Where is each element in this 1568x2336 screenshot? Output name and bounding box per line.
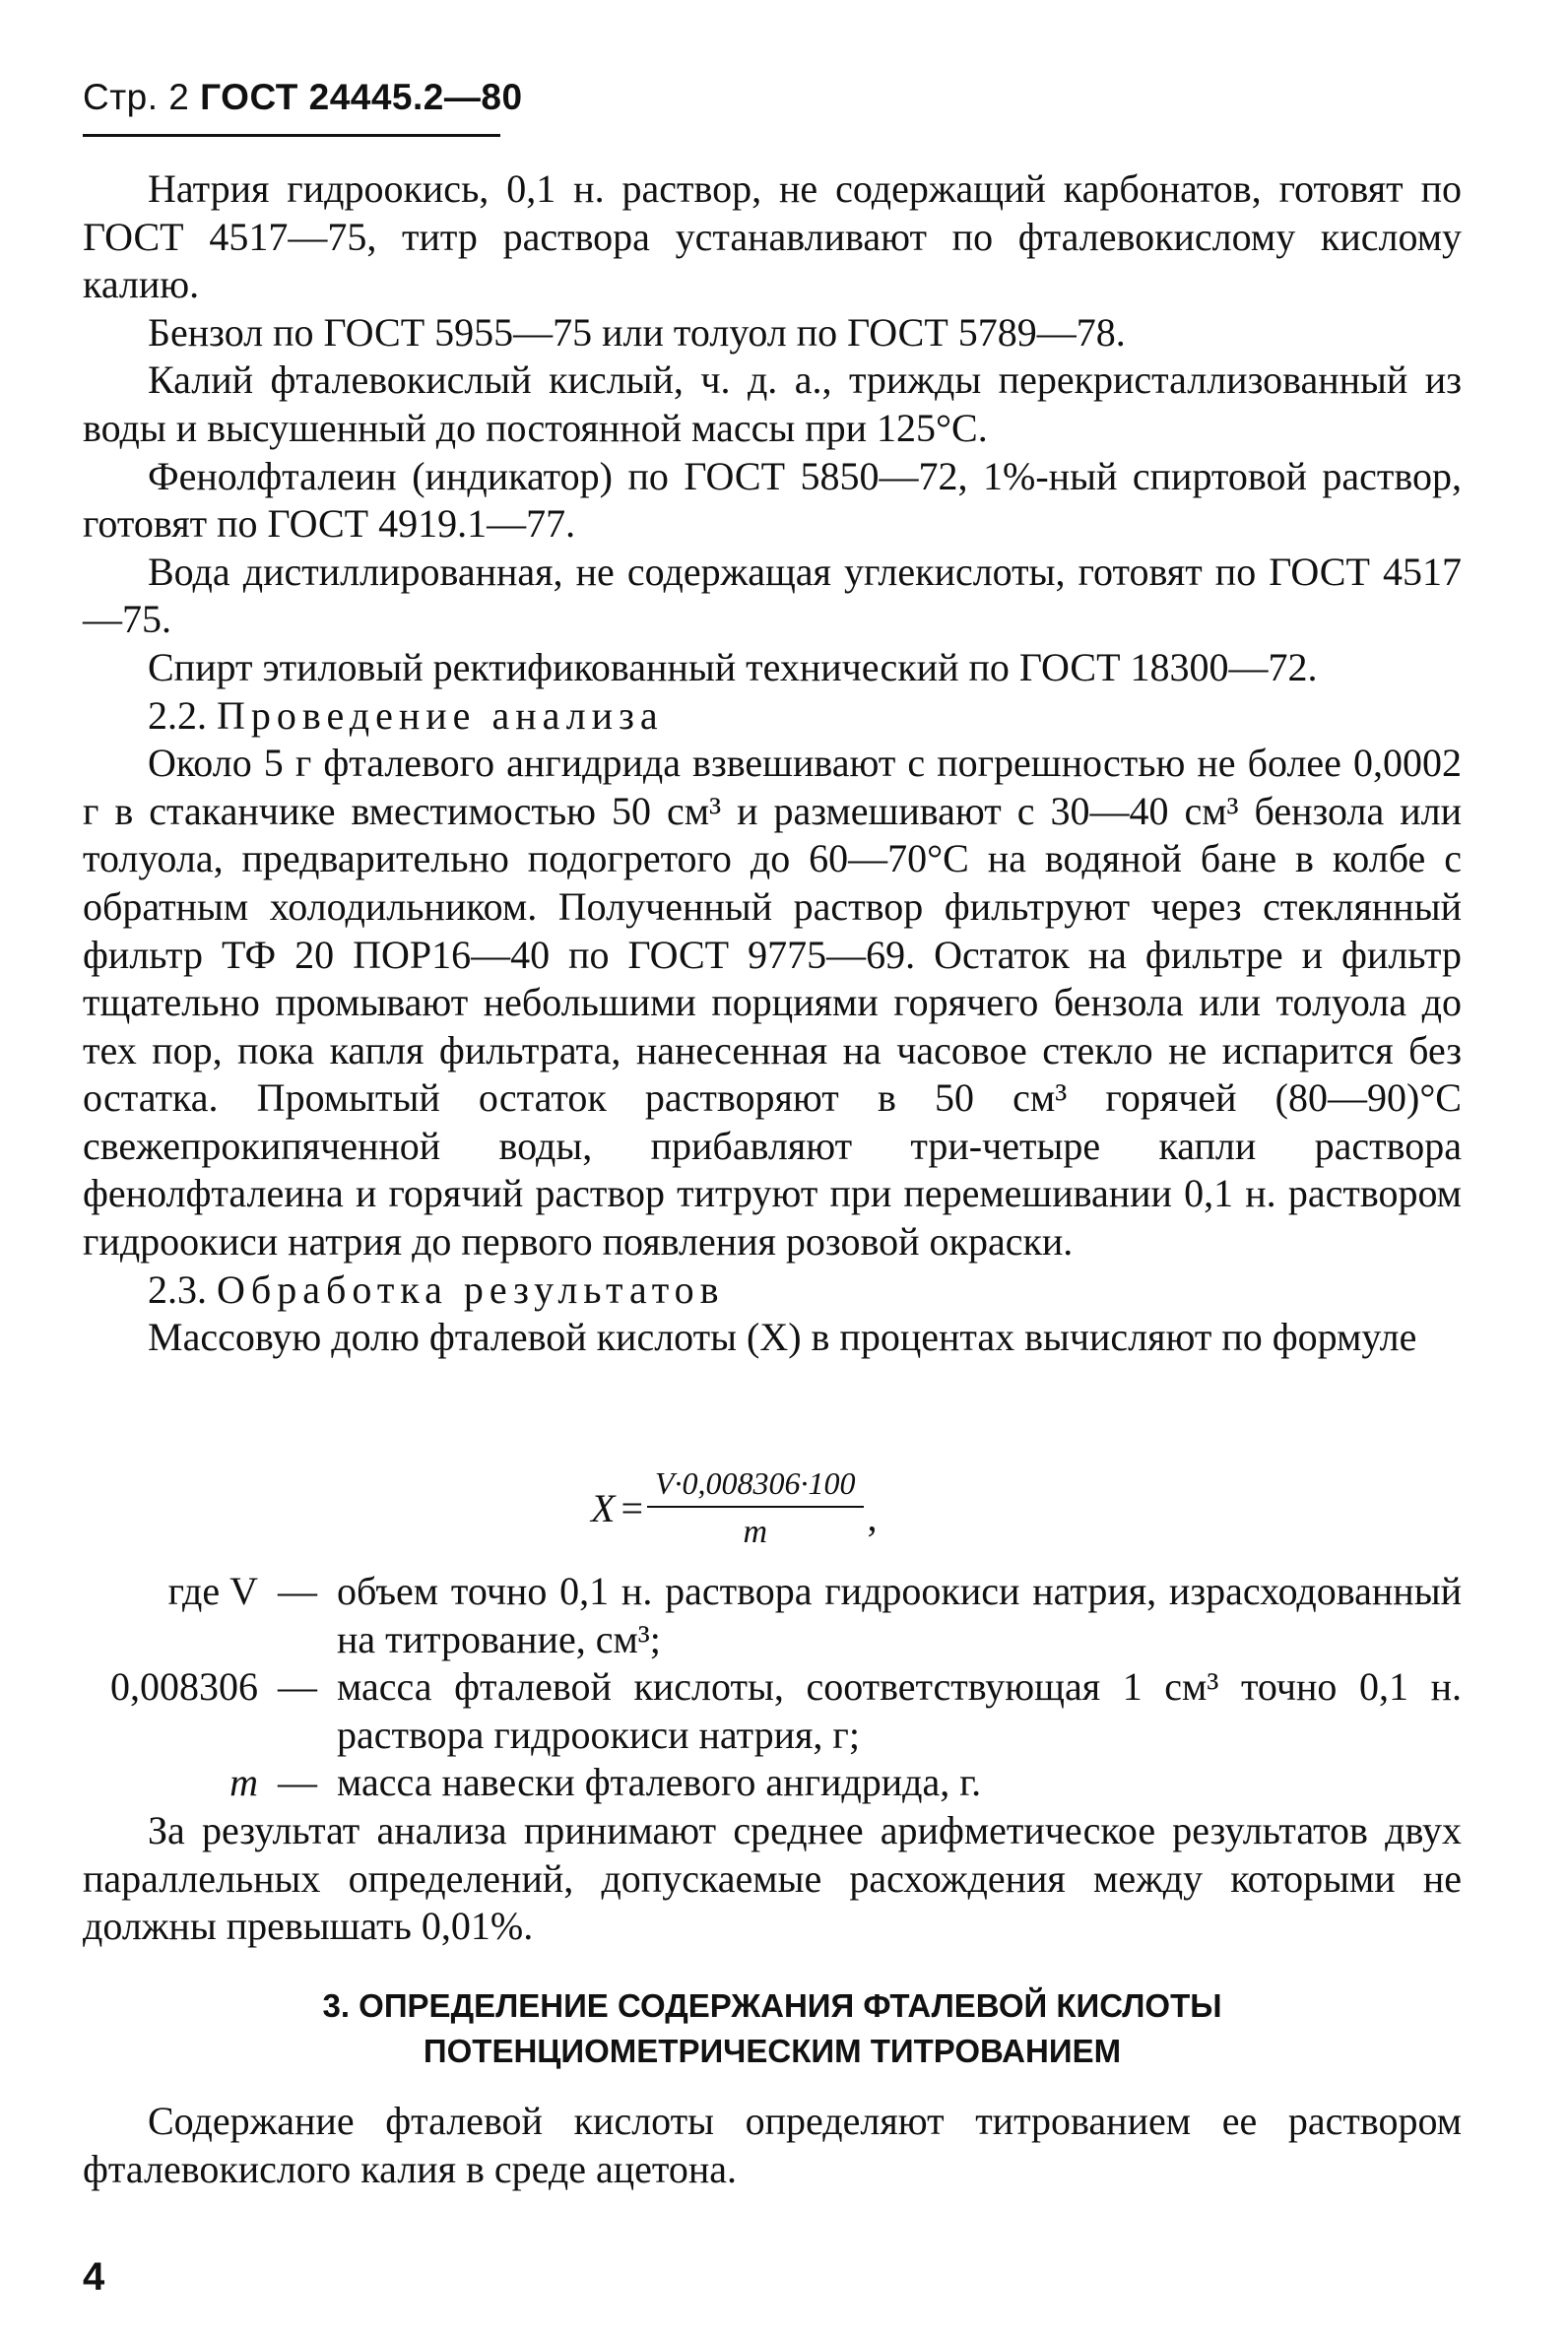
section-3-title-line2: ПОТЕНЦИОМЕТРИЧЕСКИМ ТИТРОВАНИЕМ <box>423 2033 1122 2069</box>
legend-row <box>83 1759 1462 1807</box>
legend-symbol: 0,008306 <box>110 1664 258 1710</box>
formula-numerator: V·0,008306·100 <box>647 1465 864 1508</box>
formula <box>591 1465 878 1551</box>
subsection-2-2-number: 2.2. <box>148 692 207 738</box>
header-rule <box>83 134 500 137</box>
legend-row <box>83 1663 1462 1759</box>
formula-equals: = <box>621 1486 643 1530</box>
paragraph-distilled-water: Вода дистиллированная, не содержащая углекислоты, готовят по ГОСТ 4517—75. <box>83 549 1462 642</box>
legend-row <box>83 1568 1462 1663</box>
subsection-2-3-number: 2.3. <box>148 1266 207 1312</box>
section-3-title <box>83 1983 1462 2074</box>
legend-dash: — <box>278 1760 317 1805</box>
paragraph-potassium-phthalate: Калий фталевокислый кислый, ч. д. а., трижды перекристаллизованный из воды и высушенный до постоянной массы при 125°С. <box>83 357 1462 450</box>
formula-trailing-comma: , <box>867 1495 878 1539</box>
legend-symbol: m <box>229 1760 258 1805</box>
legend-description: масса фталевой кислоты, соответствующая 1 см³ точно 0,1 н. раствора гидроокиси натрия, г; <box>337 1664 1462 1757</box>
section-3-text: Содержание фталевой кислоты определяют титрованием ее раствором фталевокислого калия в среде ацетона. <box>83 2099 1462 2191</box>
formula-denominator: m <box>743 1514 768 1550</box>
page-header <box>83 77 523 118</box>
subsection-2-2-text: Около 5 г фталевого ангидрида взвешивают с погрешностью не более 0,0002 г в стаканчике вместимостью 50 см³ и размешивают с 30—40 см³ бензола или толуола, предварительно подогретого до 60—70°С на водяной бане в колбе с обратным холодильником. Полученный раствор фильтруют через стеклянный фильтр ТФ 20 ПОР16—40 по ГОСТ 9775—69. Остаток на фильтре и фильтр тщательно промывают небольшими порциями горячего бензола или толуола до тех пор, пока капля фильтрата, нанесенная на часовое стекло не испарится без остатка. Промытый остаток растворяют в 50 см³ горячей (80—90)°С свежепрокипяченной воды, прибавляют три-четыре капли раствора фенолфталеина и горячий раствор титруют при перемешивании 0,1 н. раствором гидроокиси натрия до первого появления розовой окраски. <box>83 741 1462 1265</box>
section-3-body <box>83 2098 1462 2193</box>
subsection-2-2-title: Проведение анализа <box>217 692 664 738</box>
paragraph-benzene: Бензол по ГОСТ 5955—75 или толуол по ГОСТ 5789—78. <box>148 309 1126 355</box>
subsection-2-3-heading <box>83 1266 1462 1315</box>
paragraph-phenolphthalein: Фенолфталеин (индикатор) по ГОСТ 5850—72, 1%-ный спиртовой раствор, готовят по ГОСТ 4919.1—77. <box>83 453 1462 547</box>
legend-symbol: где V <box>167 1569 258 1613</box>
paragraph-sodium-hydroxide: Натрия гидроокись, 0,1 н. раствор, не содержащий карбонатов, готовят по ГОСТ 4517—75, титр раствора устанавливают по фталевокислому кислому калию. <box>83 166 1462 307</box>
section-3-title-line1: 3. ОПРЕДЕЛЕНИЕ СОДЕРЖАНИЯ ФТАЛЕВОЙ КИСЛОТЫ <box>322 1987 1222 2024</box>
subsection-2-2-heading <box>83 692 1462 741</box>
paragraph-ethyl-alcohol: Спирт этиловый ректификованный технический по ГОСТ 18300—72. <box>148 644 1318 689</box>
formula-fraction <box>647 1465 864 1551</box>
header-standard: ГОСТ 24445.2—80 <box>200 77 523 117</box>
body-text <box>83 165 1462 1362</box>
formula-legend <box>83 1568 1462 1951</box>
result-paragraph: За результат анализа принимают среднее арифметическое результатов двух параллельных определений, допускаемые расхождения между которыми не должны превышать 0,01%. <box>83 1807 1462 1949</box>
header-prefix: Стр. 2 <box>83 77 190 117</box>
formula-lhs: X <box>591 1486 616 1530</box>
legend-dash: — <box>278 1664 317 1710</box>
subsection-2-3-title: Обработка результатов <box>217 1266 725 1312</box>
legend-description: объем точно 0,1 н. раствора гидроокиси натрия, израсходованный на титрование, см³; <box>337 1569 1462 1661</box>
subsection-2-3-intro: Массовую долю фталевой кислоты (X) в процентах вычисляют по формуле <box>148 1315 1417 1360</box>
page-number: 4 <box>83 2255 105 2299</box>
legend-dash: — <box>278 1569 317 1613</box>
legend-description: масса навески фталевого ангидрида, г. <box>337 1760 982 1805</box>
